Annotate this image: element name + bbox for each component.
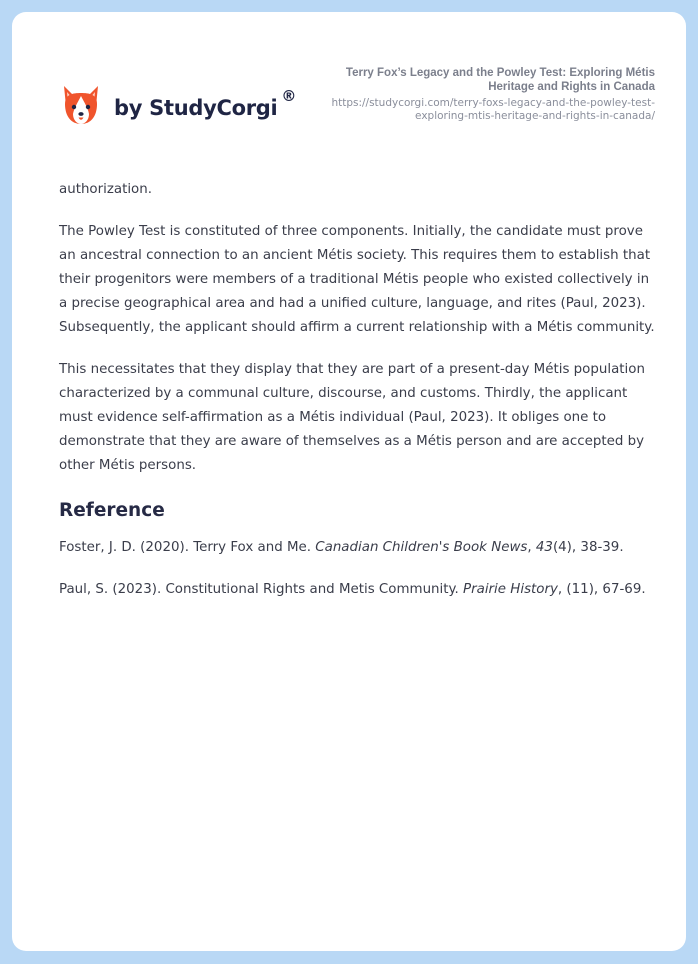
registered-mark: ®	[281, 87, 297, 105]
reference-pages: (4), 38-39.	[552, 540, 624, 555]
paragraph: The Powley Test is constituted of three components. Initially, the candidate must prove an ancestral connection to an ancient Métis society. This requires them to establish that their progenitors were members of a traditional Métis people who existed collectively in a precise geographical area and had a unified culture, language, and rites (Paul, 2023). Subsequently, the applicant should affirm a current relationship with a Métis community.	[59, 224, 655, 335]
reference-journal: Canadian Children's Book News	[315, 540, 528, 555]
document-body	[59, 178, 655, 620]
reference-text: Foster, J. D. (2020). Terry Fox and Me.	[59, 540, 316, 555]
reference-item	[59, 578, 655, 602]
paragraph: This necessitates that they display that they are part of a present-day Métis population characterized by a communal culture, discourse, and customs. Thirdly, the applicant must evidence self-affirmation as a Métis individual (Paul, 2023). It obliges one to demonstrate that they are aware of themselves as a Métis person and are accepted by other Métis persons.	[59, 362, 645, 473]
document-header	[305, 66, 655, 123]
reference-pages: , (11), 67-69.	[557, 582, 646, 597]
paragraph: authorization.	[59, 182, 152, 197]
reference-volume: 43	[535, 540, 553, 555]
reference-journal: Prairie History	[463, 582, 558, 597]
reference-heading: Reference	[59, 500, 165, 521]
logo-text: by StudyCorgi	[114, 96, 278, 120]
document-title: Terry Fox’s Legacy and the Powley Test: Exploring Métis Heritage and Rights in Canada	[345, 67, 655, 93]
reference-separator: ,	[527, 540, 536, 555]
reference-text: Paul, S. (2023). Constitutional Rights and Metis Community.	[59, 582, 464, 597]
studycorgi-logo[interactable]	[61, 76, 296, 136]
corgi-icon	[61, 84, 101, 128]
reference-item	[59, 536, 655, 560]
document-page	[12, 12, 686, 951]
document-url[interactable]: https://studycorgi.com/terry-foxs-legacy-and-the-powley-test-exploring-mtis-heritage-and-rights-in-canada/	[331, 97, 655, 122]
